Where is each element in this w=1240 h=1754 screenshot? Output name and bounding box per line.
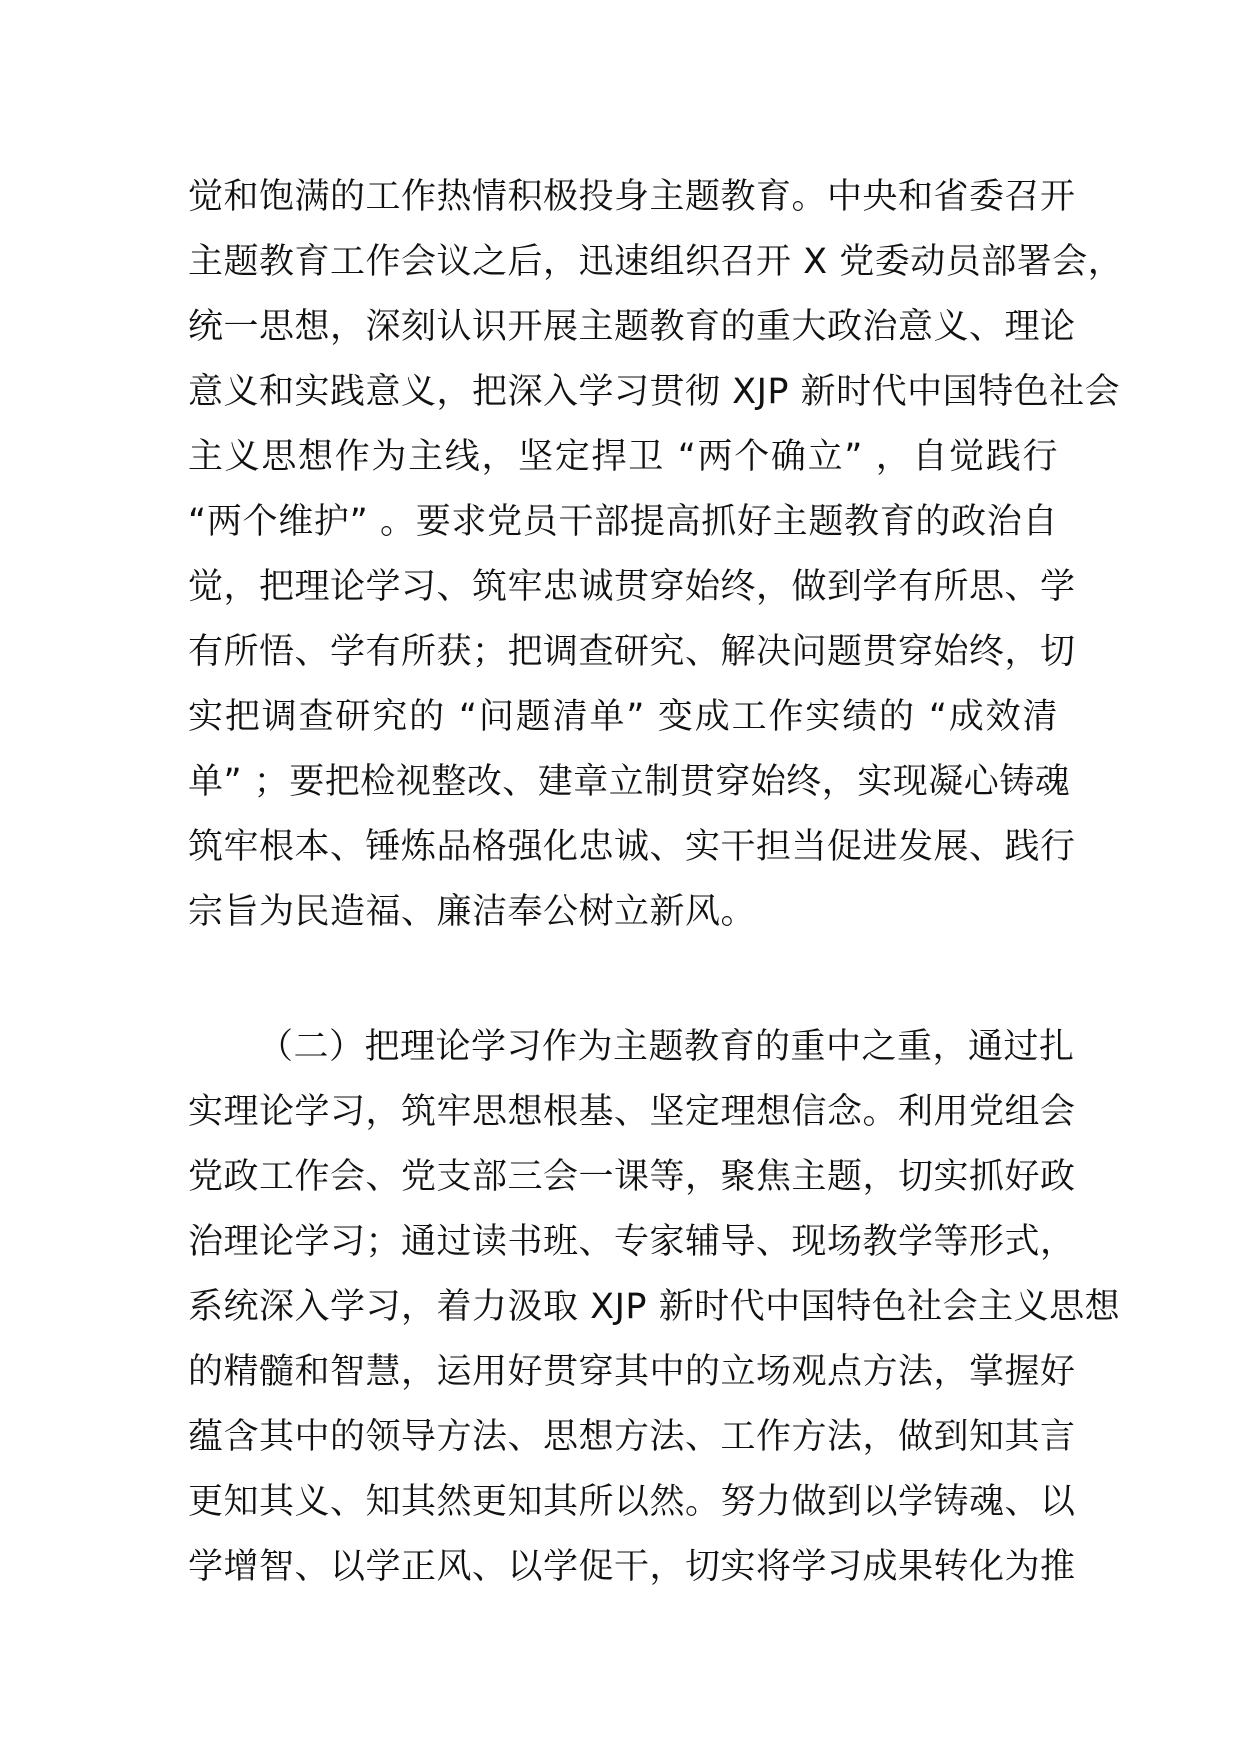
text-line: 觉和饱满的工作热情积极投身主题教育。中央和省委召开 xyxy=(188,177,1076,217)
text-line: 觉，把理论学习、筑牢忠诚贯穿始终，做到学有所思、学 xyxy=(188,567,1076,607)
text-line: 治理论学习；通过读书班、专家辅导、现场教学等形式， xyxy=(188,1222,1076,1262)
text-line: 筑牢根本、锤炼品格强化忠诚、实干担当促进发展、践行 xyxy=(188,827,1076,867)
text-line: 主题教育工作会议之后，迅速组织召开 X 党委动员部署会， xyxy=(188,242,1124,282)
text-line: 单” ；要把检视整改、建章立制贯穿始终，实现凝心铸魂 xyxy=(188,762,1071,802)
text-line: （二）把理论学习作为主题教育的重中之重，通过扎 xyxy=(258,1027,1075,1067)
paragraph-1 xyxy=(188,165,1124,945)
text-line: 的精髓和智慧，运用好贯穿其中的立场观点方法，掌握好 xyxy=(188,1352,1076,1392)
text-line: 主义思想作为主线，坚定捍卫 “两个确立” ，自觉践行 xyxy=(188,437,1058,477)
text-line: 系统深入学习，着力汲取 XJP 新时代中国特色社会主义思想 xyxy=(188,1287,1121,1327)
text-line: 实把调查研究的 “问题清单” 变成工作实绩的 “成效清 xyxy=(188,697,1058,737)
text-line: 意义和实践意义，把深入学习贯彻 XJP 新时代中国特色社会 xyxy=(188,372,1121,412)
text-line: 党政工作会、党支部三会一课等，聚焦主题，切实抓好政 xyxy=(188,1157,1076,1197)
text-line: 更知其义、知其然更知其所以然。努力做到以学铸魂、以 xyxy=(188,1482,1076,1522)
text-line: “两个维护” 。要求党员干部提高抓好主题教育的政治自 xyxy=(188,502,1058,542)
text-line: 有所悟、学有所获；把调查研究、解决问题贯穿始终，切 xyxy=(188,632,1076,672)
text-line: 统一思想，深刻认识开展主题教育的重大政治意义、理论 xyxy=(188,307,1076,347)
text-line: 学增智、以学正风、以学促干，切实将学习成果转化为推 xyxy=(188,1547,1076,1587)
text-line: 蕴含其中的领导方法、思想方法、工作方法，做到知其言 xyxy=(188,1417,1076,1457)
text-line: 宗旨为民造福、廉洁奉公树立新风。 xyxy=(188,892,757,932)
text-line: 实理论学习，筑牢思想根基、坚定理想信念。利用党组会 xyxy=(188,1092,1076,1132)
paragraph-2 xyxy=(188,1015,1121,1600)
